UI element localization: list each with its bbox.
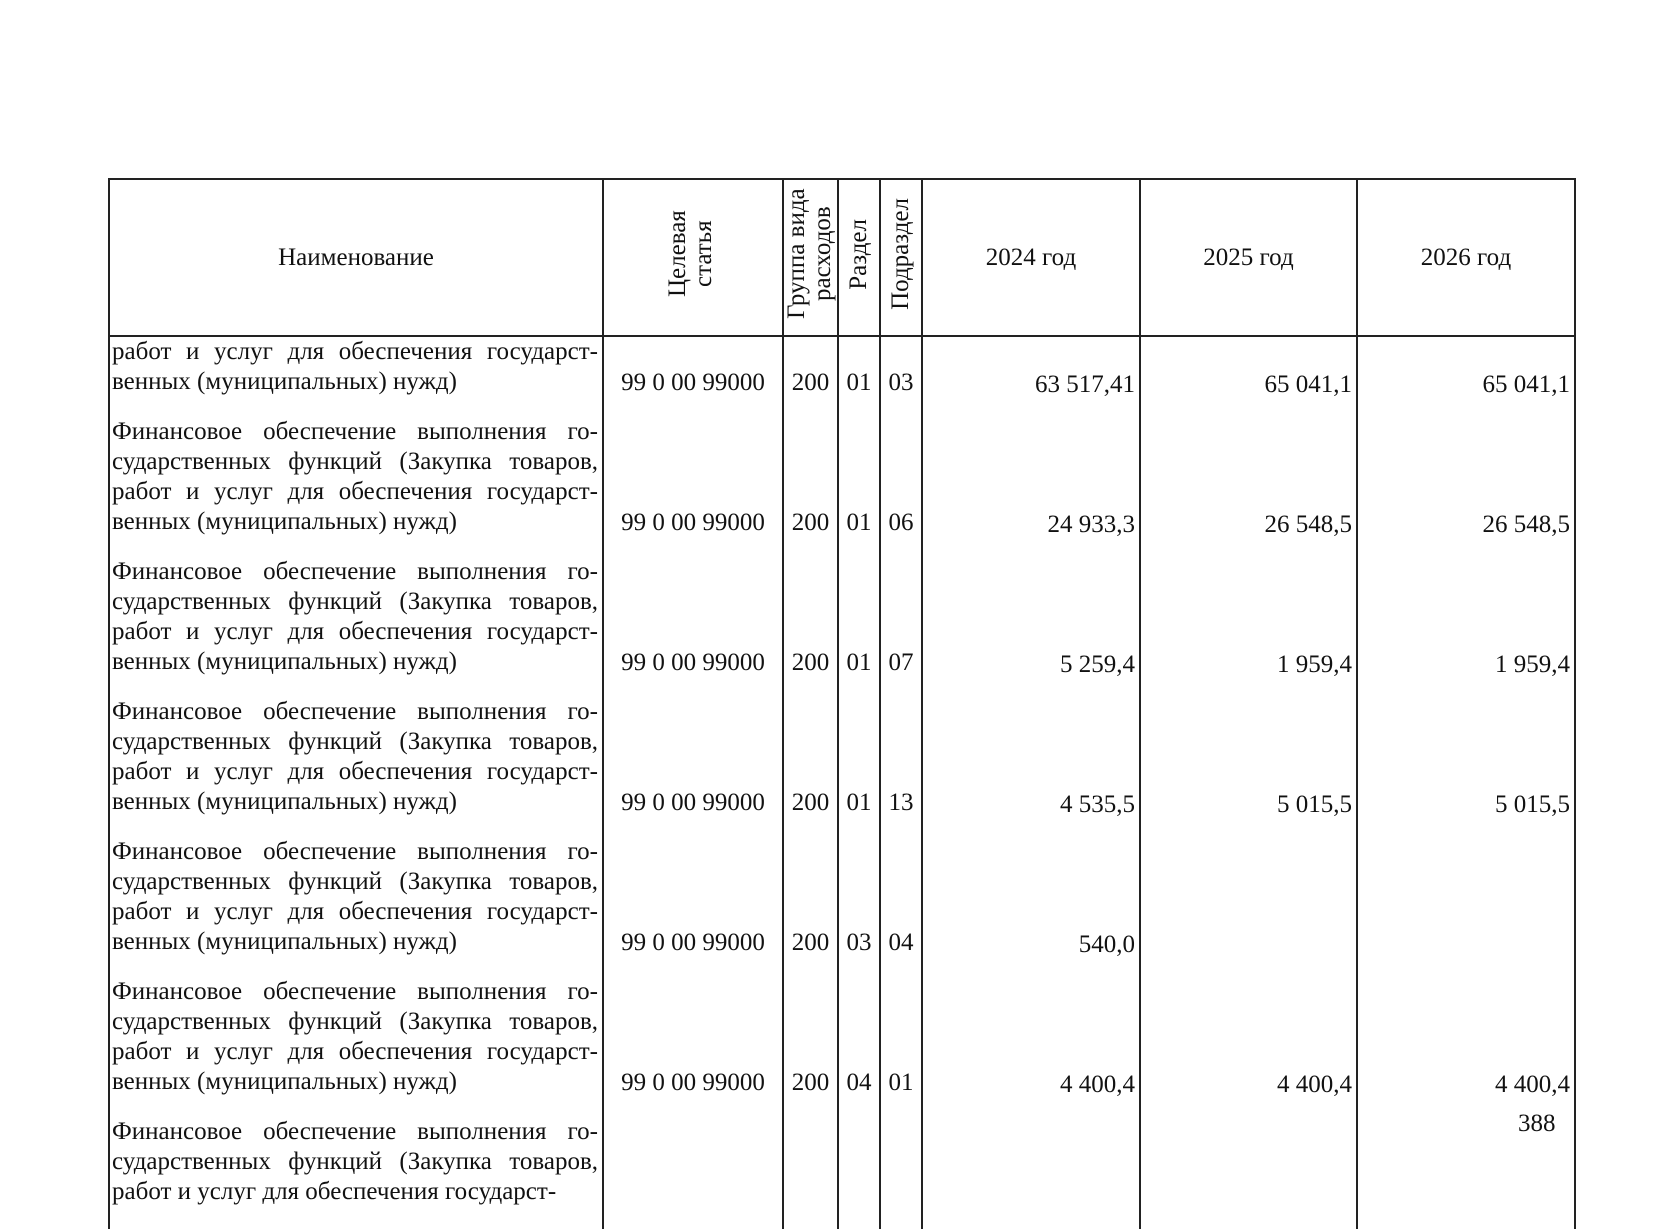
row-article: 99 0 00 99000 xyxy=(603,697,783,837)
row-article: 99 0 00 99000 xyxy=(603,336,783,417)
row-2026: 65 041,1 xyxy=(1357,336,1575,417)
row-article xyxy=(603,1117,783,1229)
table-row xyxy=(109,417,1575,557)
row-section: 01 xyxy=(838,557,880,697)
row-2025: 4 400,4 xyxy=(1140,977,1357,1117)
header-year-2024: 2024 год xyxy=(922,179,1140,336)
row-2024: 4 400,4 xyxy=(922,977,1140,1117)
row-group: 200 xyxy=(783,557,838,697)
row-group: 200 xyxy=(783,697,838,837)
row-name: Финансовое обеспечение выполнения го- сударственных функций (Закупка товаров, работ и услуг для обеспечения государст- xyxy=(109,1117,603,1229)
row-name: работ и услуг для обеспечения государст- венных (муниципальных) нужд) xyxy=(109,336,603,417)
row-section: 01 xyxy=(838,336,880,417)
table-row xyxy=(109,336,1575,417)
row-2026 xyxy=(1357,837,1575,977)
row-subsection: 06 xyxy=(880,417,922,557)
row-group: 200 xyxy=(783,417,838,557)
row-article: 99 0 00 99000 xyxy=(603,837,783,977)
row-2026: 5 015,5 xyxy=(1357,697,1575,837)
row-2024: 540,0 xyxy=(922,837,1140,977)
table-row xyxy=(109,837,1575,977)
row-group xyxy=(783,1117,838,1229)
header-year-2026: 2026 год xyxy=(1357,179,1575,336)
row-subsection: 07 xyxy=(880,557,922,697)
row-2025: 5 015,5 xyxy=(1140,697,1357,837)
header-name: Наименование xyxy=(109,179,603,336)
table-row xyxy=(109,697,1575,837)
row-name: Финансовое обеспечение выполнения го- сударственных функций (Закупка товаров, работ и услуг для обеспечения государст- венных (муниципальных) нужд) xyxy=(109,697,603,837)
row-group: 200 xyxy=(783,336,838,417)
header-section: Раздел xyxy=(838,179,880,336)
row-subsection: 13 xyxy=(880,697,922,837)
row-name: Финансовое обеспечение выполнения го- сударственных функций (Закупка товаров, работ и услуг для обеспечения государст- венных (муниципальных) нужд) xyxy=(109,837,603,977)
row-subsection xyxy=(880,1117,922,1229)
row-section: 04 xyxy=(838,977,880,1117)
row-section: 01 xyxy=(838,417,880,557)
budget-table xyxy=(108,178,1576,1229)
row-subsection: 01 xyxy=(880,977,922,1117)
row-group: 200 xyxy=(783,977,838,1117)
row-2026: 4 400,4 xyxy=(1357,977,1575,1117)
row-2024: 24 933,3 xyxy=(922,417,1140,557)
row-2026: 1 959,4 xyxy=(1357,557,1575,697)
table-row xyxy=(109,557,1575,697)
row-subsection: 03 xyxy=(880,336,922,417)
row-2024: 5 259,4 xyxy=(922,557,1140,697)
row-name: Финансовое обеспечение выполнения го- сударственных функций (Закупка товаров, работ и услуг для обеспечения государст- венных (муниципальных) нужд) xyxy=(109,557,603,697)
header-target-article: Целевая статья xyxy=(603,179,783,336)
header-year-2025: 2025 год xyxy=(1140,179,1357,336)
header-expense-group: Группа вида расходов xyxy=(783,179,838,336)
row-article: 99 0 00 99000 xyxy=(603,557,783,697)
table-row xyxy=(109,1117,1575,1229)
table-row xyxy=(109,977,1575,1117)
row-name: Финансовое обеспечение выполнения го- сударственных функций (Закупка товаров, работ и услуг для обеспечения государст- венных (муниципальных) нужд) xyxy=(109,977,603,1117)
row-2024 xyxy=(922,1117,1140,1229)
row-2025 xyxy=(1140,1117,1357,1229)
row-2025: 26 548,5 xyxy=(1140,417,1357,557)
row-2024: 4 535,5 xyxy=(922,697,1140,837)
row-2026: 26 548,5 xyxy=(1357,417,1575,557)
row-2025: 65 041,1 xyxy=(1140,336,1357,417)
row-2025 xyxy=(1140,837,1357,977)
table-header-row xyxy=(109,179,1575,336)
row-2024: 63 517,41 xyxy=(922,336,1140,417)
row-subsection: 04 xyxy=(880,837,922,977)
header-subsection: Подраздел xyxy=(880,179,922,336)
row-article: 99 0 00 99000 xyxy=(603,417,783,557)
page-number: 388 xyxy=(1518,1110,1556,1137)
row-section: 03 xyxy=(838,837,880,977)
row-group: 200 xyxy=(783,837,838,977)
row-article: 99 0 00 99000 xyxy=(603,977,783,1117)
row-section xyxy=(838,1117,880,1229)
row-name: Финансовое обеспечение выполнения го- сударственных функций (Закупка товаров, работ и услуг для обеспечения государст- венных (муниципальных) нужд) xyxy=(109,417,603,557)
row-section: 01 xyxy=(838,697,880,837)
row-2025: 1 959,4 xyxy=(1140,557,1357,697)
